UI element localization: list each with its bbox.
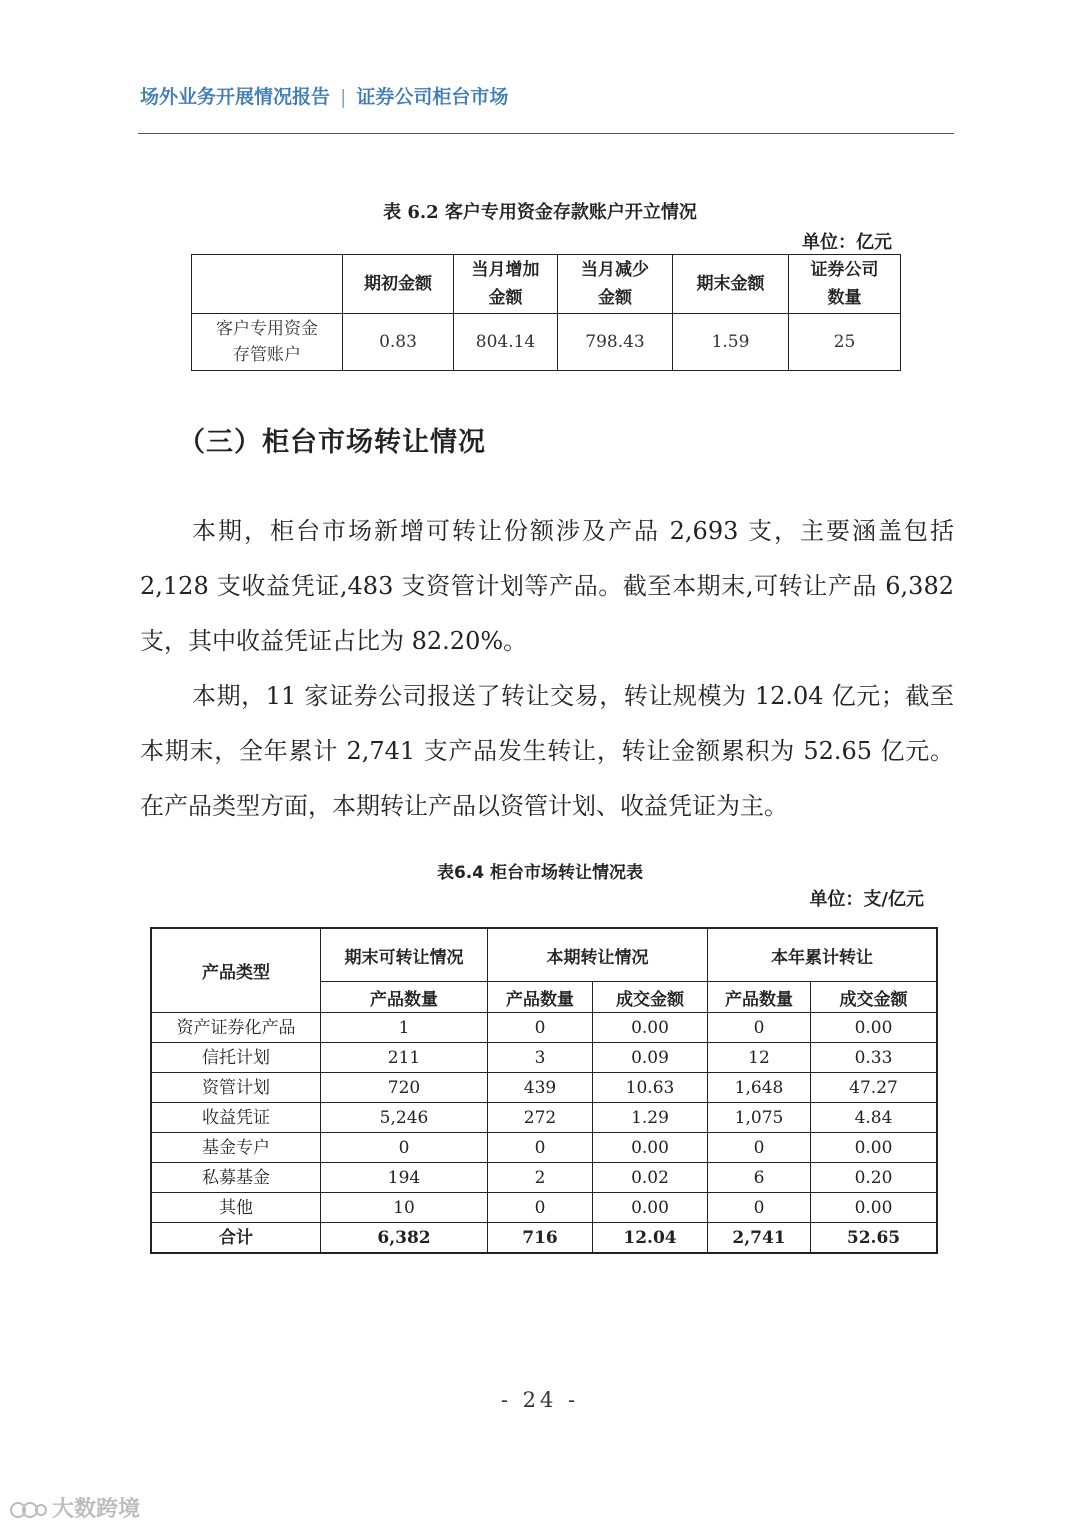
- table2-caption: 表6.4 柜台市场转让情况表: [436, 863, 644, 883]
- table2-cell: 0.00: [593, 1193, 708, 1223]
- table1-header: 当月增加 金额: [454, 255, 558, 314]
- watermark-logo-icon: [8, 1498, 48, 1522]
- table1-cell: 客户专用资金 存管账户: [192, 314, 343, 371]
- table1-caption: 表 6.2 客户专用资金存款账户开立情况: [383, 202, 697, 223]
- table2-header-group: 期末可转让情况: [321, 928, 488, 982]
- table2-cell: 720: [321, 1073, 488, 1103]
- table2-cell: 0.00: [811, 1193, 938, 1223]
- table-row: [151, 1193, 937, 1223]
- table2-cell: 合计: [151, 1223, 321, 1254]
- table2-cell: 194: [321, 1163, 488, 1193]
- table2-cell: 0.20: [811, 1163, 938, 1193]
- table2-cell: 716: [488, 1223, 593, 1254]
- table2-cell: 资管计划: [151, 1073, 321, 1103]
- table1-cell: 25: [789, 314, 901, 371]
- table2-cell: 资产证券化产品: [151, 1013, 321, 1043]
- table1-header: 期末金额: [673, 255, 789, 314]
- table2-cell: 信托计划: [151, 1043, 321, 1073]
- table2-subheader: 成交金额: [811, 982, 938, 1013]
- watermark: [8, 1492, 140, 1523]
- table2-cell: 0.00: [811, 1133, 938, 1163]
- table2-header-group: 本年累计转让: [708, 928, 938, 982]
- table2-cell: 12.04: [593, 1223, 708, 1254]
- header-title-right: 证券公司柜台市场: [356, 86, 509, 108]
- table2-cell: 10: [321, 1193, 488, 1223]
- table-row: [151, 1163, 937, 1193]
- page-number: - 24 -: [500, 1388, 580, 1412]
- table2-cell: 47.27: [811, 1073, 938, 1103]
- table1-cell: 1.59: [673, 314, 789, 371]
- table2-subheader: 产品数量: [488, 982, 593, 1013]
- paragraph-1: 本期，柜台市场新增可转让份额涉及产品 2,693 支，主要涵盖包括 2,128 支收益凭证,483 支资管计划等产品。截至本期末,可转让产品 6,382 支，其中收益凭证占比为 82.20%。: [140, 517, 954, 655]
- table2-cell: 1,648: [708, 1073, 811, 1103]
- table2-cell: 0.02: [593, 1163, 708, 1193]
- deposit-account-table: [191, 254, 901, 371]
- watermark-text: 大数跨境: [52, 1497, 141, 1522]
- table1-unit: 单位：亿元: [802, 232, 892, 253]
- table2-cell: 2,741: [708, 1223, 811, 1254]
- transfer-table: [150, 927, 938, 1254]
- table2-header-group: 本期转让情况: [488, 928, 708, 982]
- table1-cell: 0.83: [343, 314, 454, 371]
- table1-cell: 798.43: [558, 314, 673, 371]
- table2-cell: 0: [321, 1133, 488, 1163]
- table2-subheader: 产品数量: [321, 982, 488, 1013]
- table2-cell: 2: [488, 1163, 593, 1193]
- page-header: [140, 82, 508, 109]
- section-title: （三）柜台市场转让情况: [178, 427, 486, 458]
- table2-cell: 12: [708, 1043, 811, 1073]
- table2-cell: 0.00: [811, 1013, 938, 1043]
- table2-cell: 4.84: [811, 1103, 938, 1133]
- table2-cell: 211: [321, 1043, 488, 1073]
- table2-cell: 0.00: [593, 1013, 708, 1043]
- table1-header-empty: [192, 255, 343, 314]
- table2-subheader: 产品数量: [708, 982, 811, 1013]
- table2-cell: 1.29: [593, 1103, 708, 1133]
- table2-cell: 基金专户: [151, 1133, 321, 1163]
- table2-cell: 0: [708, 1133, 811, 1163]
- table2-subheader: 成交金额: [593, 982, 708, 1013]
- header-title-left: 场外业务开展情况报告: [140, 86, 331, 108]
- table2-cell: 0: [708, 1013, 811, 1043]
- paragraph-2: 本期，11 家证券公司报送了转让交易，转让规模为 12.04 亿元；截至本期末，全年累计 2,741 支产品发生转让，转让金额累积为 52.65 亿元。在产品类型方面，本期转让产品以资管计划、收益凭证为主。: [140, 682, 954, 820]
- table2-cell: 6: [708, 1163, 811, 1193]
- table2-cell: 3: [488, 1043, 593, 1073]
- table2-unit: 单位：支/亿元: [809, 889, 924, 910]
- table1-header: 当月减少 金额: [558, 255, 673, 314]
- table2-cell: 0: [488, 1133, 593, 1163]
- header-rule: [138, 133, 954, 134]
- table2-cell: 6,382: [321, 1223, 488, 1254]
- table2-cell: 其他: [151, 1193, 321, 1223]
- table2-cell: 272: [488, 1103, 593, 1133]
- table2-cell: 0.33: [811, 1043, 938, 1073]
- table-row: [151, 1103, 937, 1133]
- table2-cell: 52.65: [811, 1223, 938, 1254]
- table2-cell: 439: [488, 1073, 593, 1103]
- table2-cell: 5,246: [321, 1103, 488, 1133]
- table2-total-row: [151, 1223, 937, 1254]
- table-row: [151, 1073, 937, 1103]
- table-row: [151, 1043, 937, 1073]
- table2-cell: 0.09: [593, 1043, 708, 1073]
- table1-header: 期初金额: [343, 255, 454, 314]
- table2-cell: 收益凭证: [151, 1103, 321, 1133]
- table1-header: 证券公司 数量: [789, 255, 901, 314]
- table2-cell: 0: [488, 1013, 593, 1043]
- table2-cell: 1: [321, 1013, 488, 1043]
- table2-cell: 1,075: [708, 1103, 811, 1133]
- table2-cell: 私募基金: [151, 1163, 321, 1193]
- table2-header-type: 产品类型: [151, 928, 321, 1013]
- table2-cell: 0: [488, 1193, 593, 1223]
- table-row: [151, 1133, 937, 1163]
- table2-cell: 0: [708, 1193, 811, 1223]
- table2-cell: 10.63: [593, 1073, 708, 1103]
- table1-cell: 804.14: [454, 314, 558, 371]
- header-separator: |: [340, 86, 347, 108]
- table-row: [151, 1013, 937, 1043]
- table2-cell: 0.00: [593, 1133, 708, 1163]
